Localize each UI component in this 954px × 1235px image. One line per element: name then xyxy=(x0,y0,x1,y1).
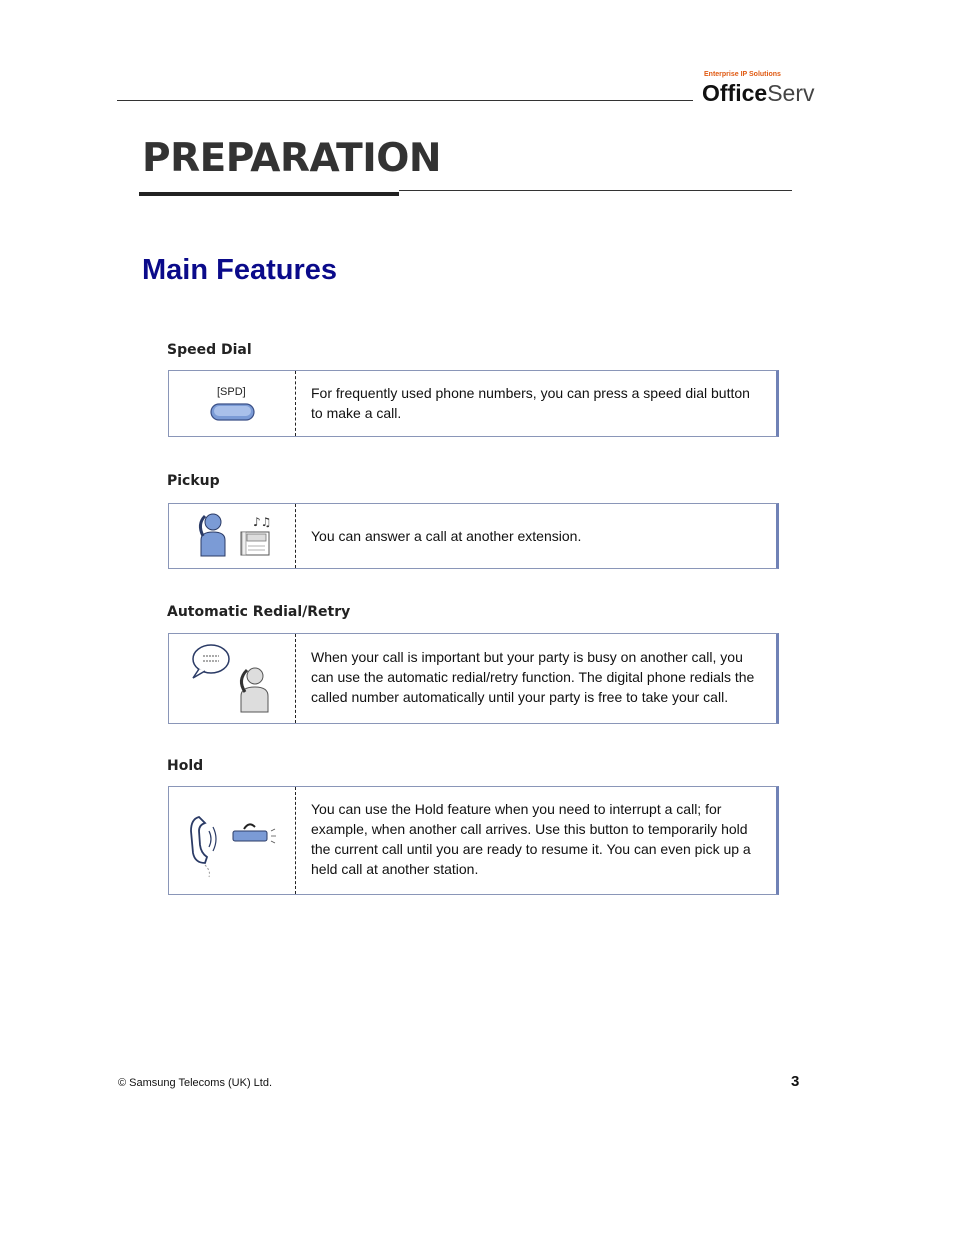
title-underline-thick xyxy=(139,192,399,196)
section-title: Main Features xyxy=(142,254,337,286)
feature-description-hold: You can use the Hold feature when you need to interrupt a call; for example, when another call arrives. Use this button to temporarily hold the current call until you are ready to resume it. You can even pick up a held call at another station. xyxy=(311,801,751,877)
feature-label-automatic-redial: Automatic Redial/Retry xyxy=(167,604,351,620)
spd-icon-label: [SPD] xyxy=(217,386,246,398)
page-number: 3 xyxy=(791,1073,800,1090)
logo-part-office: Office xyxy=(702,80,768,106)
feature-box-speed-dial xyxy=(168,370,779,437)
feature-label-hold: Hold xyxy=(167,758,204,774)
feature-box-pickup xyxy=(168,503,779,569)
feature-box-automatic-redial xyxy=(168,633,779,724)
box-divider xyxy=(295,504,296,568)
header-rule xyxy=(117,100,693,101)
logo-tagline: Enterprise IP Solutions xyxy=(704,71,781,78)
handset-hold-button-icon xyxy=(169,787,295,894)
footer-copyright: © Samsung Telecoms (UK) Ltd. xyxy=(118,1077,273,1089)
feature-description-pickup: You can answer a call at another extension. xyxy=(311,528,582,544)
feature-box-hold xyxy=(168,786,779,895)
box-divider xyxy=(295,787,296,894)
box-divider xyxy=(295,634,296,723)
person-phone-ringing-icon xyxy=(169,504,295,568)
page-title: PREPARATION xyxy=(142,136,442,181)
feature-label-pickup: Pickup xyxy=(167,473,220,489)
speed-dial-button-icon xyxy=(169,371,295,436)
feature-description-automatic-redial: When your call is important but your party is busy on another call, you can use the automatic redial/retry function. The digital phone redials the called number automatically until your party is free to take your call. xyxy=(311,649,755,705)
feature-label-speed-dial: Speed Dial xyxy=(167,342,252,358)
person-speech-bubble-icon xyxy=(169,634,295,723)
svg-text:♪♫: ♪♫ xyxy=(253,515,272,529)
title-underline-thin xyxy=(399,190,792,191)
box-divider xyxy=(295,371,296,436)
officeserv-logo xyxy=(702,80,814,107)
logo-part-serv: Serv xyxy=(767,80,815,106)
feature-description-speed-dial: For frequently used phone numbers, you can press a speed dial button to make a call. xyxy=(311,385,750,421)
